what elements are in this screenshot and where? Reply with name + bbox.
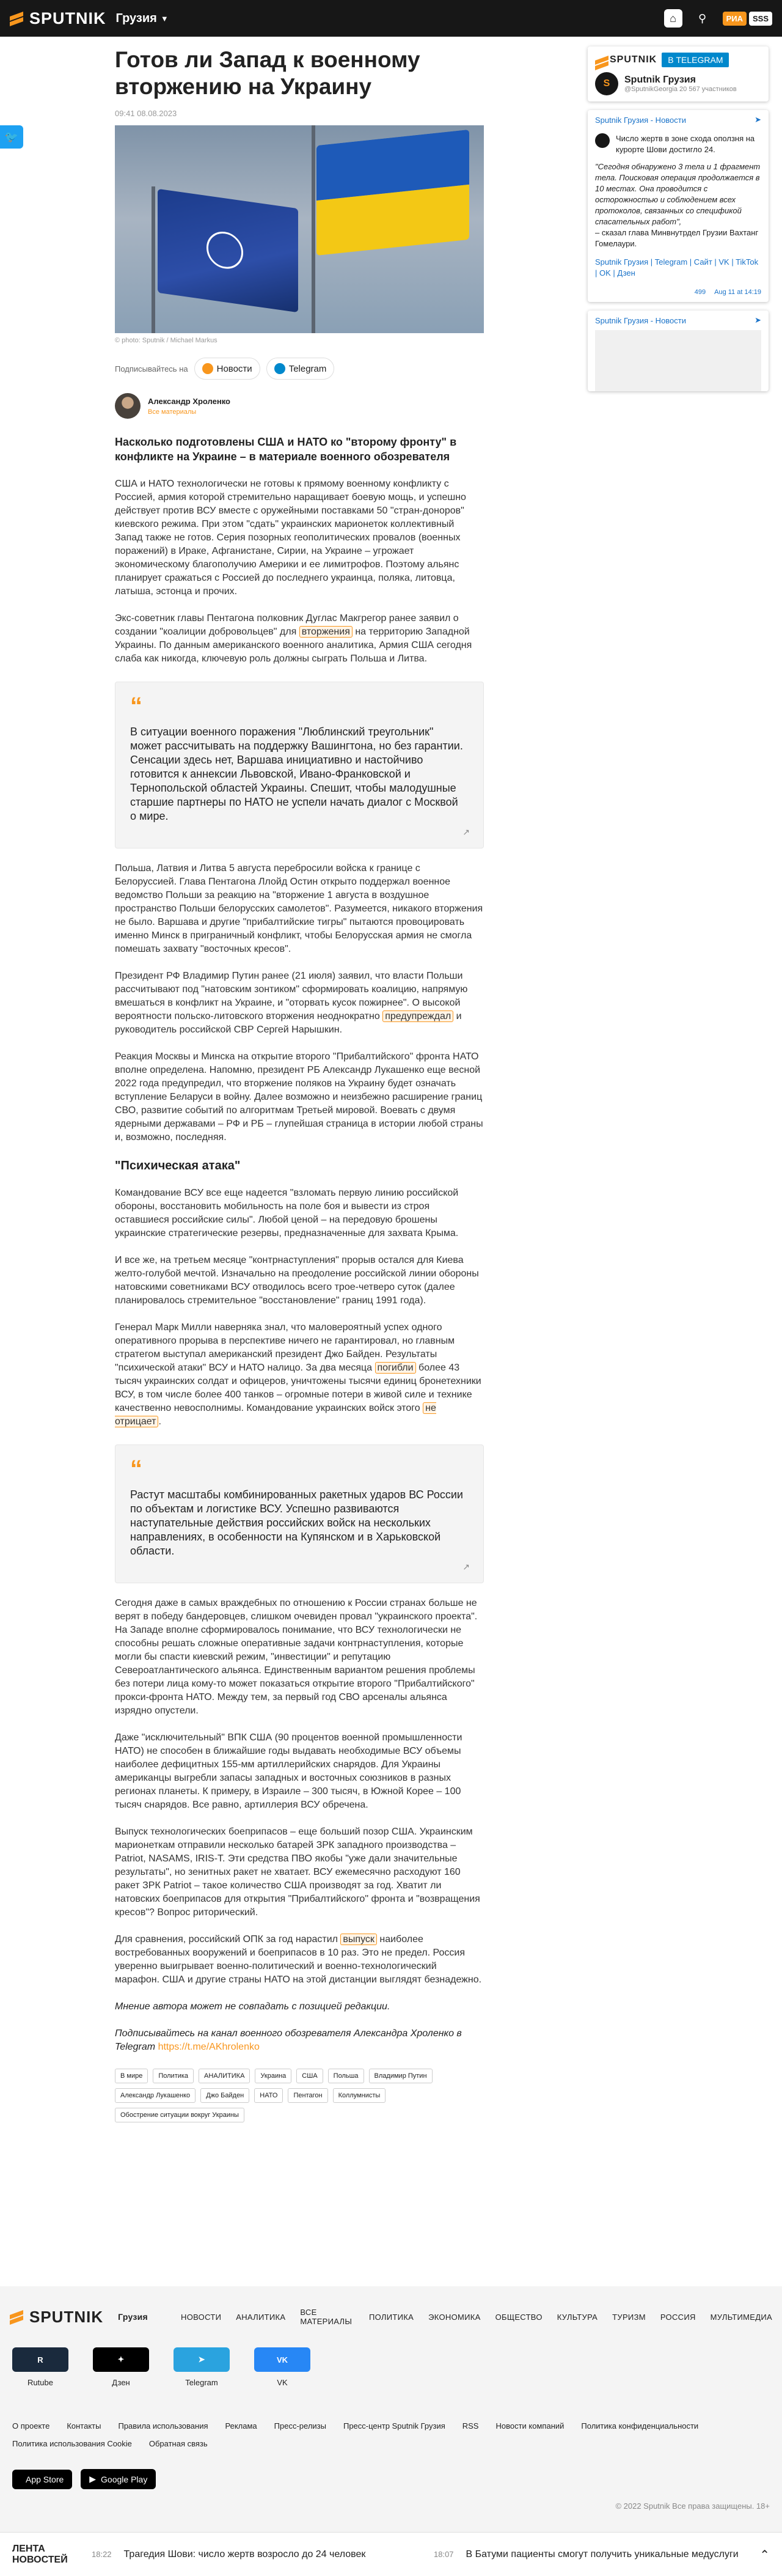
- logo-text: SPUTNIK: [29, 2307, 104, 2326]
- news-icon: [202, 363, 213, 374]
- paragraph: Выпуск технологических боеприпасов – еще больший позор США. Украинским марионеткам отправили несколько батарей ЗРК западного производства – Patriot, NASAMS, IRIS-T. Эти средства ПВО якобы "уже дали значительные результаты", но зенитных ракет не хватает. ВСУ ежемесячно расходуют 160 ракет ЗРК Patriot – такое количество США производят за год. Хватит ли натовских боеприпасов для открытия "Прибалтийского" фронта и "возвращения кресов"? Вопрос риторический.: [115, 1827, 480, 1918]
- text: Экс-советник главы Пентагона полковник Дуглас Макгрегор ранее заявил о создании "коалиции добровольцев" для: [115, 613, 459, 637]
- author-block: [115, 393, 484, 419]
- telegram-card[interactable]: [588, 46, 769, 101]
- telegram-widget: [588, 311, 769, 391]
- home-icon[interactable]: ⌂: [664, 9, 682, 28]
- tag[interactable]: Джо Байден: [200, 2088, 249, 2103]
- play-icon: ▶: [89, 2474, 97, 2484]
- disclaimer: Мнение автора может не совпадать с позицией редакции.: [115, 2001, 390, 2012]
- nato-star: [206, 229, 243, 271]
- widget-footer: [588, 286, 769, 302]
- text: Генерал Марк Милли наверняка знал, что маловероятный успех одного оперативного прорыва в перспективе ничего не гарантировал, но главным стратегом выступал американский президент Джо Байден. Результаты "психической атаки" ВСУ и НАТО налицо. За два месяца: [115, 1322, 455, 1373]
- logo-icon: [10, 2310, 23, 2324]
- telegram-icon[interactable]: ➤: [755, 315, 761, 325]
- quote-icon: “: [130, 1455, 142, 1482]
- post-quote: "Сегодня обнаружено 3 тела и 1 фрагмент тела. Поисковая операция продолжается в 10 местах. Она проводится с осторожностью и соблюдением всех протоколов, связанных со спецификой спасательных работ",: [595, 162, 761, 226]
- footer-nav-item[interactable]: ОБЩЕСТВО: [495, 2312, 543, 2322]
- logo[interactable]: [10, 9, 106, 28]
- photo-caption: © photo: Sputnik / Michael Markus: [115, 337, 217, 344]
- paragraph: [115, 970, 484, 1037]
- inline-link[interactable]: не отрицает: [115, 1403, 436, 1427]
- inline-link[interactable]: погибли: [375, 1362, 416, 1374]
- footer-nav-item[interactable]: НОВОСТИ: [181, 2312, 222, 2322]
- widget-header: [588, 311, 769, 330]
- region-selector[interactable]: [116, 12, 169, 26]
- text: наиболее востребованных вооружений и боеприпасов в 10 раз. Это не предел. Россия уверенно выигрывает военно-политический и военно-технологический марафон. США и другие страны НАТО на этой дистанции выглядят безнадежно.: [115, 1934, 482, 1985]
- tag[interactable]: АНАЛИТИКА: [199, 2069, 250, 2083]
- footer-link[interactable]: Обратная связь: [148, 2439, 208, 2448]
- rutube-icon: R: [12, 2347, 68, 2372]
- chevron-up-icon[interactable]: ⌃: [759, 2548, 770, 2562]
- views-count: 499: [694, 289, 706, 296]
- telegram-icon: ➤: [174, 2347, 230, 2372]
- tag[interactable]: Политика: [153, 2069, 194, 2083]
- telegram-badge[interactable]: В TELEGRAM: [662, 53, 729, 67]
- paragraph: Польша, Латвия и Литва 5 августа перебросили войска к границе с Белоруссией. Глава Пентагона Ллойд Остин открыто поддержал военное ведомство Польши за реакцию на "вторжение 1 августа в воздушное пространство Польши белорусских самолетов". Разумеется, никакого вторжения не было. Варшава и другие "прибалтийские тигры" пытаются провоцировать именно Минск в приграничный конфликт, чтобы Белорусская армия не смогла помешать захвату "восточных кресов".: [115, 863, 483, 954]
- subscribe-telegram-label: Telegram: [288, 363, 327, 374]
- author-telegram-link[interactable]: https://t.me/AKhrolenko: [158, 2042, 260, 2052]
- logo-text: SPUTNIK: [29, 9, 106, 28]
- paragraph: Реакция Москвы и Минска на открытие второго "Прибалтийского" фронта НАТО вполне определена. Напомню, президент РБ Александр Лукашенко еще весной 2022 года предупредил, что вторжение поляков на Украину будет означать вступление Беларуси в войну. Далее возможно и неизбежно расширение границ СВО, развитие событий по алгоритмам Третьей мировой. Воевать с двумя ядерными державами – РФ и РБ – глупейшая страница в истории любой страны и, возможно, последняя.: [115, 1051, 483, 1143]
- text: более 43 тысяч украинских солдат и офицеров, уничтожены тысячи единиц бронетехники ВСУ, в том числе более 400 танков – огромные потери в живой силе и технике качественно невосполнимы. Командование украинских войск этого: [115, 1363, 481, 1413]
- text: на территорию Западной Украины. По данным американского военного аналитика, Армия США сегодня слаба как никогда, ключевую роль должны сыграть Польша и Литва.: [115, 627, 472, 664]
- footer-region: Грузия: [118, 2312, 148, 2322]
- article-photo: [115, 125, 484, 333]
- ticker-text: Трагедия Шови: число жертв возросло до 24 человек: [123, 2549, 366, 2559]
- chevron-down-icon: ▼: [160, 13, 169, 23]
- telegram-icon: [274, 363, 285, 374]
- author-subscribe: [115, 2027, 484, 2054]
- twitter-share-button[interactable]: [0, 125, 23, 149]
- subscribe-label: Подписывайтесь на: [115, 364, 188, 374]
- tag[interactable]: Пентагон: [288, 2088, 327, 2103]
- footer-link[interactable]: Правила использования: [118, 2421, 208, 2431]
- tag[interactable]: Украина: [255, 2069, 291, 2083]
- text: Подписывайтесь на канал военного обозревателя Александра Хроленко в Telegram: [115, 2028, 462, 2052]
- vk-icon: VK: [254, 2347, 310, 2372]
- tag-list: [115, 2069, 484, 2122]
- footer-links: [0, 2421, 758, 2448]
- inline-link[interactable]: вторжения: [299, 626, 353, 638]
- ticker-item[interactable]: [434, 2548, 776, 2560]
- footer-nav-item[interactable]: ТУРИЗМ: [612, 2312, 646, 2322]
- footer-nav-item[interactable]: АНАЛИТИКА: [236, 2312, 286, 2322]
- telegram-icon[interactable]: ➤: [755, 115, 761, 124]
- avatar: [595, 133, 610, 148]
- quote-block: [115, 682, 484, 848]
- text: .: [158, 1416, 161, 1427]
- ticker-label[interactable]: ЛЕНТА НОВОСТЕЙ: [12, 2543, 68, 2565]
- text: Президент РФ Владимир Путин ранее (21 июля) заявил, что власти Польши рассчитывают под "натовским зонтиком" сформировать коалицию, напрямую вмешаться в конфликт на Украине, и "оторвать кусок пожирнее". О высокой вероятности польско-литовского вторжения неоднократно: [115, 971, 468, 1021]
- telegram-channel: [595, 72, 761, 95]
- article: [115, 37, 484, 2122]
- inline-link[interactable]: предупреждал: [382, 1010, 453, 1022]
- footer-link[interactable]: Политика конфиденциальности: [581, 2421, 699, 2431]
- telegram-card-head: [595, 53, 761, 67]
- dzen-icon: ✦: [93, 2347, 149, 2372]
- copyright: © 2022 Sputnik Все права защищены. 18+: [615, 2501, 770, 2511]
- article-lead: Насколько подготовлены США и НАТО ко "второму фронту" в конфликте на Украине – в материале военного обозревателя: [115, 436, 457, 463]
- sidebar: [588, 37, 769, 399]
- vk-link[interactable]: [254, 2347, 310, 2387]
- subscribe-bar: [115, 358, 484, 380]
- nato-flag: [158, 189, 298, 312]
- footer-link[interactable]: Контакты: [67, 2421, 101, 2431]
- footer-link[interactable]: Пресс-центр Sputnik Грузия: [343, 2421, 445, 2431]
- article-date: 09:41 08.08.2023: [115, 109, 177, 118]
- footer-nav-item[interactable]: ВСЕ МАТЕРИАЛЫ: [300, 2308, 353, 2326]
- footer-link[interactable]: Реклама: [225, 2421, 257, 2431]
- quote-block: [115, 1444, 484, 1583]
- telegram-link[interactable]: [174, 2347, 230, 2387]
- google-play-button[interactable]: [81, 2469, 156, 2489]
- post-row: [595, 133, 761, 155]
- post-text: – сказал глава Минвнутрдел Грузии Вахтанг Гомелаури.: [595, 228, 759, 248]
- widget-header: [588, 110, 769, 130]
- article-title: Готов ли Запад к военному вторжению на Украину: [115, 47, 420, 99]
- share-quote-icon[interactable]: ↗: [462, 1562, 470, 1572]
- section-heading: "Психическая атака": [115, 1159, 241, 1172]
- subscribe-news-label: Новости: [216, 363, 252, 374]
- paragraph: Сегодня даже в самых враждебных по отношению к России странах больше не верят в победу бандеровцев, слишком очевиден провал "украинского проекта". На Западе вполне сформировалось понимание, что ВСУ технологически не способны решать сложные оперативные задачи контрнаступления, которые могли бы спасти киевский режим, "инвестиции" и репутацию Североатлантического альянса. Единственным вариантом решения проблемы без потери лица кому-то может показаться открытие второго "Прибалтийского" прокси-фронта НАТО. Между тем, за первый год СВО арсеналы альянса изрядно опустели.: [115, 1598, 478, 1716]
- social-links: [0, 2347, 782, 2387]
- tag[interactable]: НАТО: [254, 2088, 283, 2103]
- social-label: Rutube: [27, 2378, 53, 2387]
- widget-post: [588, 130, 769, 286]
- text: Для сравнения, российский ОПК за год нарастил: [115, 1934, 338, 1945]
- footer-nav-item[interactable]: РОССИЯ: [660, 2312, 696, 2322]
- search-icon[interactable]: ⚲: [698, 12, 707, 24]
- tag[interactable]: Польша: [328, 2069, 364, 2083]
- widget-placeholder: [595, 330, 761, 391]
- quote-icon: “: [130, 693, 142, 719]
- social-label: Дзен: [112, 2378, 130, 2387]
- channel-subscribers: @SputnikGeorgia 20 567 участников: [624, 86, 737, 93]
- app-stores: [0, 2469, 782, 2489]
- subscribe-telegram-button[interactable]: [266, 358, 335, 380]
- telegram-widget: [588, 110, 769, 302]
- post-links[interactable]: Sputnik Грузия | Telegram | Сайт | VK | TikTok | OK | Дзен: [595, 257, 759, 278]
- logo[interactable]: [10, 2308, 103, 2327]
- inline-link[interactable]: выпуск: [340, 1934, 376, 1945]
- paragraph: [115, 612, 484, 666]
- store-label: App Store: [26, 2474, 64, 2484]
- flagpole: [152, 186, 155, 333]
- store-label: Google Play: [101, 2474, 148, 2484]
- paragraph: Даже "исключительный" ВПК США (90 процентов военной промышленности НАТО) не способен в ближайшие годы выдавать необходимые ВСУ объемы наиболее дефицитных 155-мм артиллерийских снарядов. Для Украины американцы выгребли запасы западных и восточных союзников в разных регионах планеты. К примеру, в Израиле – 300 тысяч, в Южной Корее – 100 тысяч снарядов. Все равно, артиллерия ВСУ обречена.: [115, 1732, 462, 1810]
- channel-avatar: S: [595, 72, 618, 95]
- paragraph: [115, 1933, 484, 1987]
- footer-nav-item[interactable]: ЭКОНОМИКА: [428, 2312, 481, 2322]
- ticker-text: В Батуми пациенты смогут получить уникальные медуслуги: [466, 2549, 739, 2559]
- paragraph: США и НАТО технологически не готовы к прямому военному конфликту с Россией, армия которой стремительно наращивает боевую мощь, и успешно действует против ВСУ вместе с оружейными поставками 50 "стран-доноров" киевского режима. При этом "сдать" украинских марионеток коллективный Запад также не готов. Серия позорных геополитических провалов (военных поражений) в Ираке, Афганистане, Сирии, на Украине – угрожает экономическому благополучию Америки и ее лимитрофов. Поэтому альянс планирует сражаться с Россией до последнего украинца, поляка, литовца, латыша, эстонца и прочих.: [115, 479, 466, 597]
- footer-link[interactable]: О проекте: [12, 2421, 50, 2431]
- logo-text: SPUTNIK: [610, 54, 657, 65]
- author-name[interactable]: Александр Хроленко: [148, 396, 230, 406]
- tag[interactable]: Обострение ситуации вокруг Украины: [115, 2108, 244, 2122]
- paragraph: И все же, на третьем месяце "контрнаступления" прорыв остался для Киева желто-голубой мечтой. Изначально на преодоление российской линии обороны натовскими советниками ВСУ отводилось всего трое-четверо суток (далее планировалось стремительное "восстановление" границ 1991 года).: [115, 1255, 479, 1306]
- footer-nav-item[interactable]: КУЛЬТУРА: [557, 2312, 598, 2322]
- flagpole: [312, 125, 315, 333]
- footer-nav-item[interactable]: МУЛЬТИМЕДИА: [710, 2312, 772, 2322]
- paragraph: Командование ВСУ все еще надеется "взломать первую линию российской обороны, восстановить мобильность на поле боя и вывести из строя оставшиеся российские силы". Любой ценой – на передовую брошены украинские стратегические резервы, предназначенные для захвата Крыма.: [115, 1188, 459, 1238]
- paragraph: [115, 1321, 484, 1429]
- tag[interactable]: Александр Лукашенко: [115, 2088, 196, 2103]
- tag[interactable]: Владимир Путин: [369, 2069, 433, 2083]
- news-ticker: [0, 2532, 782, 2576]
- dzen-link[interactable]: [93, 2347, 149, 2387]
- app-store-button[interactable]: [12, 2470, 72, 2489]
- avatar[interactable]: [115, 393, 141, 419]
- footer-nav: [0, 2286, 782, 2347]
- quote-text: В ситуации военного поражения "Люблинский треугольник" может рассчитывать на поддержку Вашингтона, но без гарантии. Сенсации здесь нет, Варшава инициативно и настойчиво готовится к аннексии Львовской, Ивано-Франковской и Тернопольской областей Украины. Спешит, чтобы малодушные старшие партнеры по НАТО не успели начать диалог с Москвой о мире.: [130, 726, 463, 822]
- subscribe-news-button[interactable]: [194, 358, 260, 380]
- tag[interactable]: Коллумнисты: [333, 2088, 386, 2103]
- logo-icon: [595, 56, 604, 64]
- post-time[interactable]: Aug 11 at 14:19: [714, 289, 761, 296]
- tag[interactable]: В мире: [115, 2069, 148, 2083]
- ria-link[interactable]: РИА: [723, 12, 747, 26]
- footer-link[interactable]: Новости компаний: [495, 2421, 565, 2431]
- widget-title[interactable]: Sputnik Грузия - Новости: [595, 115, 687, 125]
- footer-link[interactable]: Политика использования Cookie: [12, 2439, 132, 2448]
- footer-link[interactable]: RSS: [462, 2421, 479, 2431]
- ticker-time: 18:07: [434, 2550, 454, 2559]
- logo-icon: [10, 12, 23, 25]
- footer-nav-item[interactable]: ПОЛИТИКА: [368, 2312, 414, 2322]
- channel-name: Sputnik Грузия: [624, 75, 696, 85]
- ticker-time: 18:22: [92, 2550, 112, 2559]
- social-label: VK: [277, 2378, 288, 2387]
- top-actions: [664, 0, 772, 37]
- quote-text: Растут масштабы комбинированных ракетных ударов ВС России по объектам и логистике ВСУ. Успешно развиваются наступательные действия российских войск на нескольких направлениях, в особенности на Купянском и в Харьковской области.: [130, 1489, 463, 1557]
- logo: [595, 54, 657, 65]
- sss-link[interactable]: SSS: [749, 12, 772, 26]
- share-quote-icon[interactable]: ↗: [462, 827, 470, 837]
- ukraine-flag: [316, 130, 469, 256]
- top-bar: [0, 0, 782, 37]
- post-headline: Число жертв в зоне схода оползня на курорте Шови достигло 24.: [616, 134, 755, 154]
- author-all-link[interactable]: Все материалы: [148, 408, 197, 416]
- widget-title[interactable]: Sputnik Грузия - Новости: [595, 315, 687, 325]
- footer-link[interactable]: Пресс-релизы: [274, 2421, 326, 2431]
- tag[interactable]: США: [296, 2069, 323, 2083]
- ticker-item[interactable]: [92, 2548, 434, 2560]
- region-label: Грузия: [115, 11, 157, 25]
- text: и руководитель российской СВР Сергей Нарышкин.: [115, 1011, 462, 1035]
- twitter-icon: 🐦: [4, 130, 19, 143]
- rutube-link[interactable]: [12, 2347, 68, 2387]
- social-label: Telegram: [185, 2378, 218, 2387]
